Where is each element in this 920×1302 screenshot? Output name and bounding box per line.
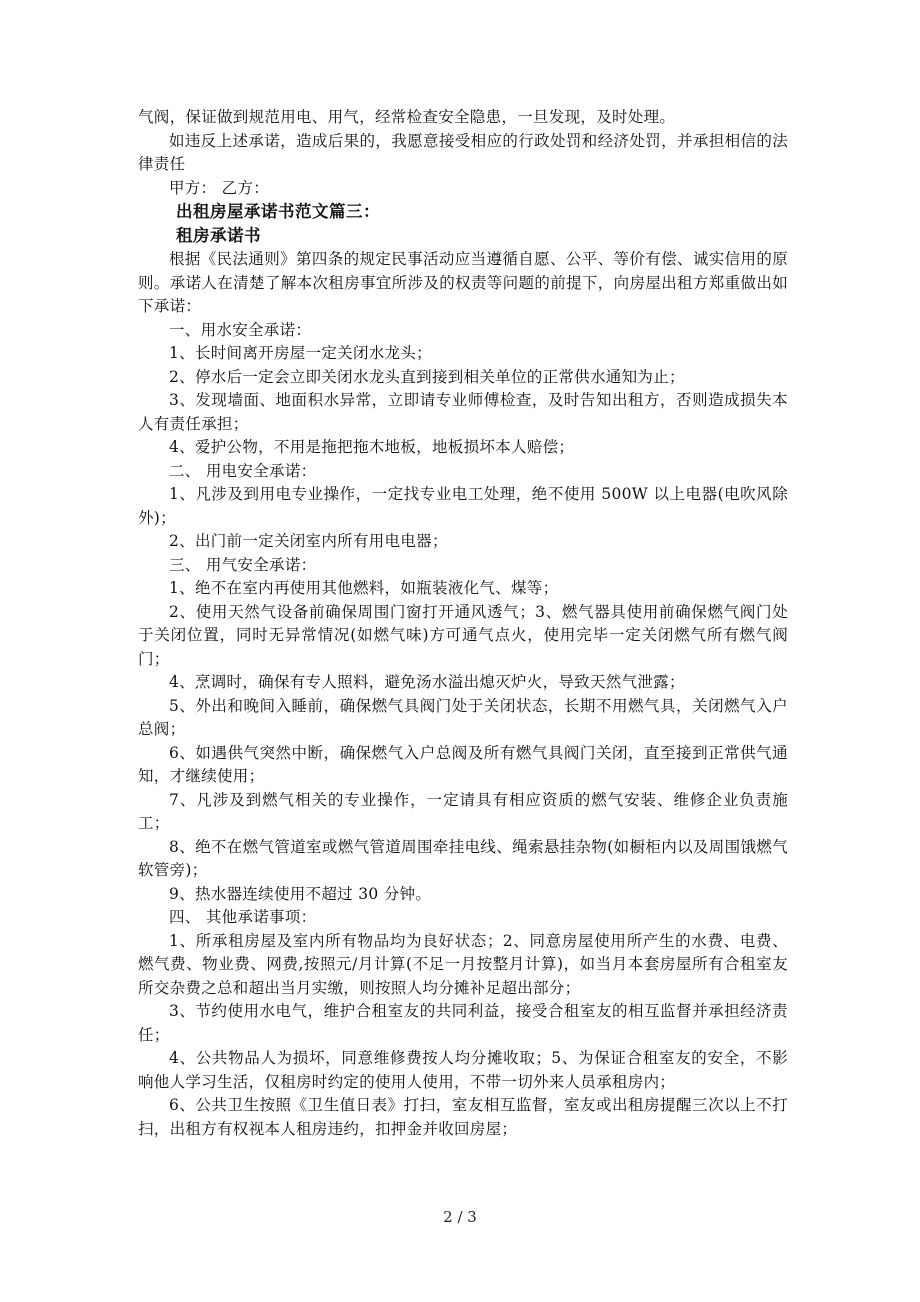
- paragraph: 根据《民法通则》第四条的规定民事活动应当遵循自愿、公平、等价有偿、诚实信用的原则。承诺人在清楚了解本次租房事宜所涉及的权责等问题的前提下，向房屋出租方郑重做出如下承诺：: [138, 250, 788, 315]
- paragraph: 2、停水后一定会立即关闭水龙头直到接到相关单位的正常供水通知为止；: [169, 367, 685, 386]
- paragraph: 1、绝不在室内再使用其他燃料，如瓶装液化气、煤等；: [169, 579, 559, 597]
- paragraph: 3、节约使用水电气，维护合租室友的共同利益，接受合租室友的相互监督并承担经济责任；: [138, 1002, 788, 1044]
- document-body: [138, 106, 788, 1141]
- paragraph: 9、热水器连续使用不超过 30 分钟。: [169, 884, 432, 903]
- paragraph: 三、 用气安全承诺：: [169, 555, 317, 574]
- paragraph: 6、如遇供气突然中断，确保燃气入户总阀及所有燃气具阀门关闭，直至接到正常供气通知，才继续使用；: [138, 743, 788, 785]
- paragraph: 四、 其他承诺事项：: [169, 908, 317, 926]
- paragraph: 3、发现墙面、地面积水异常，立即请专业师傅检查，及时告知出租方，否则造成损失本人有责任承担；: [138, 391, 788, 433]
- paragraph: 1、凡涉及到用电专业操作，一定找专业电工处理，绝不使用 500W 以上电器(电吹风除外)；: [138, 485, 788, 527]
- page-number: 2 / 3: [443, 1208, 477, 1226]
- paragraph: 4、爱护公物，不用是拖把拖木地板，地板损坏本人赔偿；: [169, 438, 575, 456]
- paragraph: 一、用水安全承诺：: [169, 320, 312, 339]
- paragraph: 2、出门前一定关闭室内所有用电电器；: [169, 532, 448, 550]
- paragraph: 2、使用天然气设备前确保周围门窗打开通风透气；3、燃气器具使用前确保燃气阀门处于关闭位置，同时无异常情况(如燃气味)方可通气点火，使用完毕一定关闭燃气所有燃气阀门；: [138, 602, 788, 668]
- paragraph: 7、凡涉及到燃气相关的专业操作，一定请具有相应资质的燃气安装、维修企业负责施工；: [138, 790, 788, 832]
- paragraph: 如违反上述承诺，造成后果的，我愿意接受相应的行政处罚和经济处罚，并承担相信的法律责任: [138, 131, 788, 173]
- paragraph: 1、长时间离开房屋一定关闭水龙头；: [169, 344, 432, 362]
- paragraph: 8、绝不在燃气管道室或燃气管道周围牵挂电线、绳索悬挂杂物(如橱柜内以及周围饿燃气软管旁)；: [138, 837, 788, 879]
- paragraph: 1、所承租房屋及室内所有物品均为良好状态；2、同意房屋使用所产生的水费、电费、燃气费、物业费、网费,按照元/月计算(不足一月按整月计算)，如当月本套房屋所有合租室友所交杂费之总和超出当月实缴，则按照人均分摊补足超出部分；: [138, 931, 788, 997]
- section-heading: 出租房屋承诺书范文篇三：: [175, 202, 380, 221]
- paragraph: 气阀，保证做到规范用电、用气，经常检查安全隐患，一旦发现，及时处理。: [138, 108, 676, 126]
- paragraph: 4、烹调时，确保有专人照料，避免汤水溢出熄灭炉火，导致天然气泄露；: [169, 673, 685, 691]
- paragraph: 4、公共物品人为损坏，同意维修费按人均分摊收取；5、为保证合租室友的安全，不影响他人学习生活，仅租房时约定的使用人使用，不带一切外来人员承租房内；: [138, 1049, 788, 1091]
- section-heading: 租房承诺书: [175, 226, 261, 245]
- paragraph: 5、外出和晚间入睡前，确保燃气具阀门处于关闭状态，长期不用燃气具，关闭燃气入户总阀；: [138, 696, 788, 738]
- paragraph: 6、公共卫生按照《卫生值日表》打扫，室友相互监督，室友或出租房提醒三次以上不打扫，出租方有权视本人租房违约，扣押金并收回房屋；: [138, 1096, 788, 1138]
- paragraph: 二、 用电安全承诺：: [169, 461, 317, 480]
- paragraph: 甲方： 乙方：: [169, 178, 270, 197]
